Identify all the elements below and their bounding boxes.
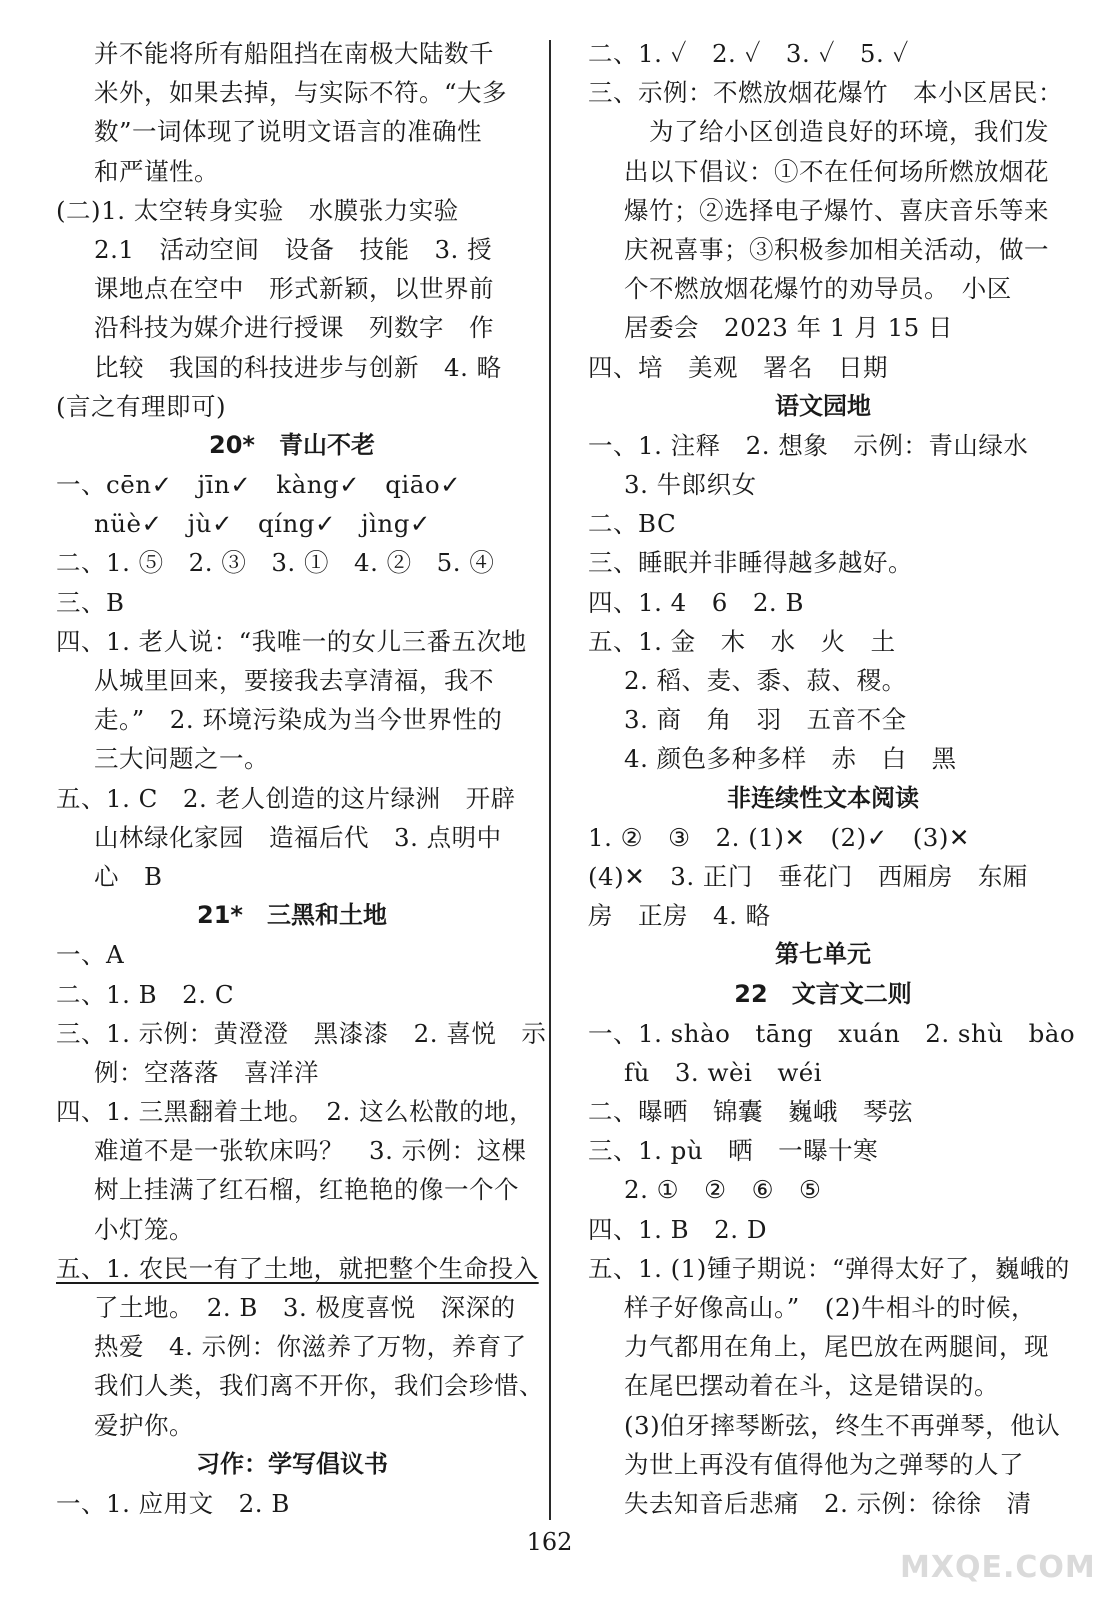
section-heading: 第七单元 xyxy=(775,940,871,969)
answer-line: (言之有理即可) xyxy=(56,391,227,421)
section-heading: 习作：学写倡议书 xyxy=(196,1449,388,1478)
answer-line: 居委会 2023 年 1 月 15 日 xyxy=(624,313,954,343)
answer-line: 2. ① ② ⑥ ⑤ xyxy=(624,1175,822,1205)
answer-line: 三、睡眠并非睡得越多越好。 xyxy=(588,548,913,578)
answer-line: 沿科技为媒介进行授课 列数字 作 xyxy=(94,313,494,343)
answer-line: 爱护你。 xyxy=(94,1410,194,1440)
answer-line: 四、1. 4 6 2. B xyxy=(588,587,805,617)
answer-line: 房 正房 4. 略 xyxy=(588,901,771,931)
answer-line: 五、1. (1)锺子期说：“弹得太好了，巍峨的 xyxy=(588,1253,1070,1283)
answer-line: 树上挂满了红石榴，红艳艳的像一个个 xyxy=(94,1175,519,1205)
answer-line: 五、1. 农民一有了土地，就把整个生命投入 xyxy=(56,1253,539,1283)
answer-line: 出以下倡议：①不在任何场所燃放烟花 xyxy=(624,156,1049,186)
answer-line: 1. ② ③ 2. (1)✕ (2)✓ (3)✕ xyxy=(588,822,970,852)
answer-line: 2. 稻、麦、黍、菽、稷。 xyxy=(624,666,907,695)
answer-line: 力气都用在角上，尾巴放在两腿间，现 xyxy=(624,1332,1049,1362)
section-heading: 语文园地 xyxy=(775,391,871,420)
answer-line: 三、示例：不燃放烟花爆竹 本小区居民： xyxy=(588,78,1063,108)
answer-line: 四、1. B 2. D xyxy=(588,1214,767,1244)
answer-line: 走。” 2. 环境污染成为当今世界性的 xyxy=(94,705,503,735)
answer-line: 二、1. B 2. C xyxy=(56,979,235,1009)
answer-line: 三、B xyxy=(56,587,125,617)
answer-line: (3)伯牙摔琴断弦，终生不再弹琴，他认 xyxy=(624,1410,1061,1440)
answer-line: 三、1. pù 晒 一曝十寒 xyxy=(588,1136,879,1166)
answer-line: 4. 颜色多种多样 赤 白 黑 xyxy=(624,744,957,774)
answer-line: 五、1. 金 木 水 火 土 xyxy=(588,626,896,656)
answer-line: 个不燃放烟花爆竹的劝导员。 小区 xyxy=(624,274,1012,304)
answer-line: 比较 我国的科技进步与创新 4. 略 xyxy=(94,352,502,382)
answer-line: 3. 商 角 羽 五音不全 xyxy=(624,705,907,735)
answer-line: 和严谨性。 xyxy=(94,156,219,186)
answer-line: 四、1. 老人说：“我唯一的女儿三番五次地 xyxy=(56,626,527,656)
answer-line: 二、1. ⑤ 2. ③ 3. ① 4. ② 5. ④ xyxy=(56,548,495,578)
answer-line: 3. 牛郎织女 xyxy=(624,470,757,500)
section-heading: 21* 三黑和土地 xyxy=(197,901,387,930)
answer-line: nüè✓ jù✓ qíng✓ jìng✓ xyxy=(94,509,431,539)
answer-line: 五、1. C 2. 老人创造的这片绿洲 开辟 xyxy=(56,783,516,813)
left-column xyxy=(56,34,547,1523)
answer-line: 庆祝喜事；③积极参加相关活动，做一 xyxy=(624,234,1049,264)
page-number: 162 xyxy=(526,1528,573,1556)
answer-line: 三大问题之一。 xyxy=(94,744,269,774)
answer-line: 二、BC xyxy=(588,509,677,539)
answer-line: 二、曝晒 锦囊 巍峨 琴弦 xyxy=(588,1097,913,1127)
answer-line: 二、1. ✓ 2. ✓ 3. ✓ 5. ✓ xyxy=(588,39,909,68)
answer-line: 难道不是一张软床吗？ 3. 示例：这棵 xyxy=(94,1136,527,1166)
answer-line: 我们人类，我们离不开你，我们会珍惜、 xyxy=(94,1371,544,1401)
section-heading: 非连续性文本阅读 xyxy=(727,783,919,812)
answer-line: 并不能将所有船阻挡在南极大陆数千 xyxy=(94,39,494,68)
answer-line: 为了给小区创造良好的环境，我们发 xyxy=(624,117,1049,147)
answer-line: 爆竹；②选择电子爆竹、喜庆音乐等来 xyxy=(624,195,1049,225)
answer-line: 一、cēn✓ jīn✓ kàng✓ qiāo✓ xyxy=(56,470,462,500)
answer-line: 三、1. 示例：黄澄澄 黑漆漆 2. 喜悦 示 xyxy=(56,1018,547,1048)
answer-line: 数”一词体现了说明文语言的准确性 xyxy=(94,117,483,147)
answer-line: (二)1. 太空转身实验 水膜张力实验 xyxy=(56,195,459,225)
answer-line: 四、1. 三黑翻着土地。 2. 这么松散的地， xyxy=(56,1097,535,1127)
section-heading: 22 文言文二则 xyxy=(734,979,912,1008)
answer-line: 心 B xyxy=(94,861,163,891)
answer-line: 例：空落落 喜洋洋 xyxy=(94,1057,319,1087)
answer-line: 失去知音后悲痛 2. 示例：徐徐 清 xyxy=(624,1488,1032,1518)
watermark-logo: MXQE.COM xyxy=(900,1550,1096,1585)
answer-line: 四、培 美观 署名 日期 xyxy=(588,352,888,382)
answer-line: 小灯笼。 xyxy=(94,1214,194,1244)
answer-line: 一、1. shào tāng xuán 2. shù bào xyxy=(588,1018,1076,1048)
answer-line: 米外，如果去掉，与实际不符。“大多 xyxy=(94,78,508,108)
answer-line: fù 3. wèi wéi xyxy=(624,1057,823,1087)
answer-line: 从城里回来，要接我去享清福，我不 xyxy=(94,666,494,695)
answer-line: 热爱 4. 示例：你滋养了万物，养育了 xyxy=(94,1332,527,1362)
answer-line: 一、1. 注释 2. 想象 示例：青山绿水 xyxy=(588,430,1029,460)
answer-line: (4)✕ 3. 正门 垂花门 西厢房 东厢 xyxy=(588,861,1028,891)
answer-line: 在尾巴摆动着在斗，这是错误的。 xyxy=(624,1371,999,1401)
answer-line: 2.1 活动空间 设备 技能 3. 授 xyxy=(94,234,493,264)
answer-line: 为世上再没有值得他为之弹琴的人了 xyxy=(624,1449,1024,1479)
answer-line: 山林绿化家园 造福后代 3. 点明中 xyxy=(94,822,502,852)
answer-line: 一、1. 应用文 2. B xyxy=(56,1488,290,1518)
answer-line: 课地点在空中 形式新颖，以世界前 xyxy=(94,274,494,304)
section-heading: 20* 青山不老 xyxy=(209,430,375,459)
answer-line: 了土地。 2. B 3. 极度喜悦 深深的 xyxy=(94,1293,516,1322)
right-column xyxy=(588,34,1076,1523)
answer-line: 样子好像高山。” (2)牛相斗的时候， xyxy=(624,1293,1036,1322)
column-divider xyxy=(549,40,551,1520)
answer-line: 一、A xyxy=(56,940,125,970)
